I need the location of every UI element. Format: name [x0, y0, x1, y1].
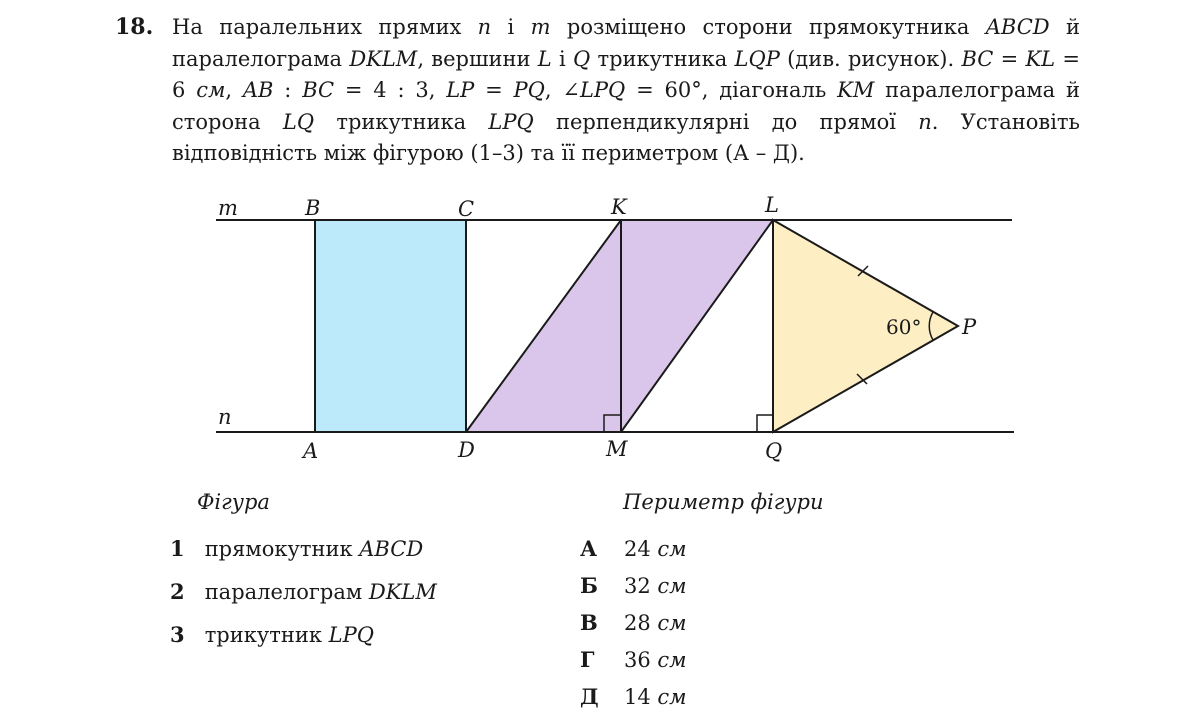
figures-header: Фігура: [197, 490, 270, 514]
perimeter-option: [580, 610, 687, 635]
option-unit: см: [657, 685, 687, 709]
problem-text: На паралельних прямих n і m розміщено сторони прямокутника ABCD й паралелограма DKLM, вершини L і Q трикутника LQP (див. рисунок). BC = KL = 6 см, AB : BC = 4 : 3, LP = PQ, ∠LPQ = 60°, діагональ KM паралелограма й сторона LQ трикутника LPQ перпендикулярні до прямої n. Установіть відповідність між фігурою (1–3) та її периметром (А – Д).: [172, 15, 1081, 165]
perimeter-header: Периметр фігури: [623, 490, 824, 514]
point-a-label: A: [303, 439, 319, 463]
point-k-label: K: [611, 195, 627, 219]
option-letter: Д: [580, 684, 599, 709]
option-unit: см: [657, 537, 687, 561]
option-letter: Г: [580, 647, 595, 672]
point-c-label: C: [458, 197, 475, 221]
point-d-label: D: [458, 438, 475, 462]
point-q-label: Q: [765, 439, 783, 463]
option-letter: В: [580, 610, 598, 635]
option-unit: см: [657, 648, 687, 672]
option-value: 28: [624, 611, 651, 635]
option-unit: см: [657, 574, 687, 598]
figure-item-text: паралелограм: [204, 580, 363, 604]
option-value: 32: [624, 574, 651, 598]
option-value: 24: [624, 537, 651, 561]
figure-item-number: 2: [170, 579, 185, 604]
option-unit: см: [657, 611, 687, 635]
figure-item-name: LPQ: [328, 623, 374, 647]
figure-item: [170, 579, 437, 604]
figure-item-text: прямокутник: [204, 537, 353, 561]
figure-item-text: трикутник: [204, 623, 322, 647]
option-value: 14: [624, 685, 651, 709]
problem-number: 18.: [115, 14, 154, 40]
option-letter: А: [580, 536, 598, 561]
perimeter-option: [580, 536, 687, 561]
line-m-label: m: [218, 196, 238, 220]
rectangle-abcd: [315, 220, 466, 432]
point-b-label: B: [305, 196, 321, 220]
figure-item: [170, 622, 374, 647]
option-value: 36: [624, 648, 651, 672]
right-angle-mark-q: [757, 415, 773, 432]
option-letter: Б: [580, 573, 598, 598]
figure-item-name: ABCD: [359, 537, 424, 561]
triangle-lpq: [773, 220, 958, 432]
figure-item-number: 1: [170, 536, 185, 561]
figure-item-number: 3: [170, 622, 185, 647]
angle-label: 60°: [886, 315, 922, 339]
line-n-label: n: [218, 405, 232, 429]
point-l-label: L: [765, 193, 779, 217]
parallelogram-dklm: [466, 220, 773, 432]
point-m-label: M: [606, 437, 628, 461]
figure-item-name: DKLM: [368, 580, 437, 604]
point-p-label: P: [962, 315, 977, 339]
perimeter-option: [580, 573, 687, 598]
perimeter-option: [580, 647, 687, 672]
perimeter-option: [580, 684, 687, 709]
figure-item: [170, 536, 423, 561]
